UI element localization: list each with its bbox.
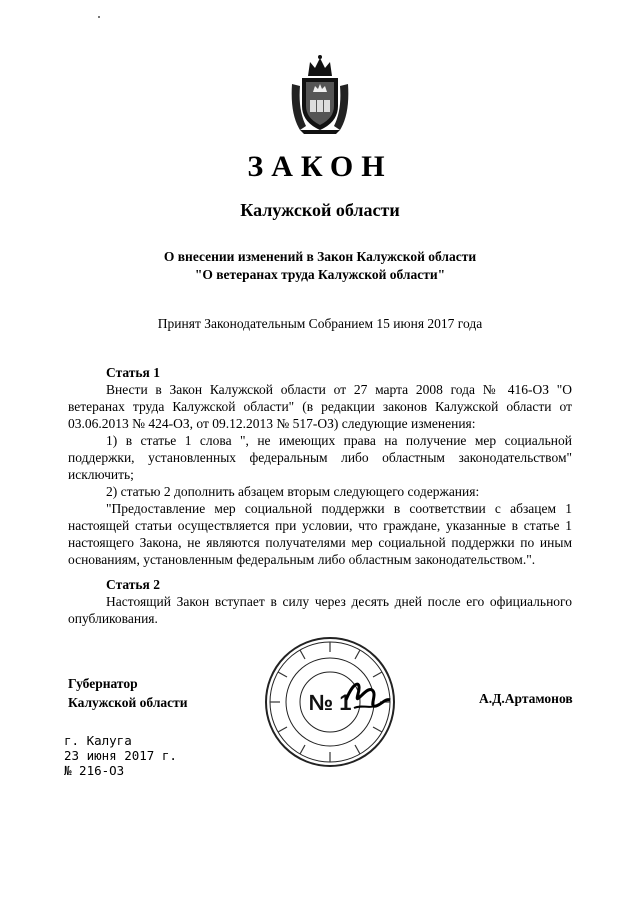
article-1	[68, 364, 572, 568]
signatory-name: А.Д.Артамонов	[479, 691, 573, 706]
law-heading-line2: "О ветеранах труда Калужской области"	[194, 267, 446, 282]
document-title: ЗАКОН	[247, 150, 393, 183]
scan-speck	[98, 16, 100, 18]
article-1-paragraph-3: 2) статью 2 дополнить абзацем вторым следующего содержания:	[106, 484, 480, 499]
law-heading-line1: О внесении изменений в Закон Калужской области	[163, 249, 477, 264]
signatory-position-line1: Губернатор	[68, 676, 138, 691]
article-1-paragraph-4: "Предоставление мер социальной поддержки в соответствии с абзацем 1 настоящей статьи осуществляется при условии, что граждане, указанные в статье 1 настоящего Закона, не являются получателями мер социальной поддержки по иным основаниям, установленным федеральным либо областным законодательством.".	[68, 501, 572, 567]
article-2	[68, 576, 572, 627]
seal-number: № 1	[308, 690, 352, 715]
article-2-title: Статья 2	[106, 577, 160, 592]
article-1-paragraph-2: 1) в статье 1 слова ", не имеющих права на получение мер социальной поддержки, установленных федеральным либо областным законодательством" исключить;	[68, 433, 572, 482]
handwritten-signature	[346, 684, 390, 706]
signatory-position	[68, 674, 188, 712]
article-1-paragraph-1: Внести в Закон Калужской области от 27 марта 2008 года № 416-ОЗ "О ветеранах труда Калужской области" (в редакции законов Калужской области от 03.06.2013 № 424-ОЗ, от 09.12.2013 № 517-ОЗ) следующие изменения:	[68, 382, 572, 431]
article-1-title: Статья 1	[106, 365, 160, 380]
footer-city: г. Калуга	[64, 733, 132, 748]
coat-of-arms-icon	[286, 54, 354, 136]
footer-number: № 216-ОЗ	[64, 763, 125, 778]
adoption-note: Принят Законодательным Собранием 15 июня 2017 года	[157, 316, 483, 331]
signatory-position-line2: Калужской области	[68, 695, 188, 710]
official-seal	[262, 634, 398, 770]
document-footer	[64, 733, 177, 778]
footer-date: 23 июня 2017 г.	[64, 748, 177, 763]
law-heading	[0, 248, 640, 284]
document-region: Калужской области	[240, 200, 400, 220]
article-2-paragraph-1: Настоящий Закон вступает в силу через десять дней после его официального опубликования.	[68, 594, 572, 626]
